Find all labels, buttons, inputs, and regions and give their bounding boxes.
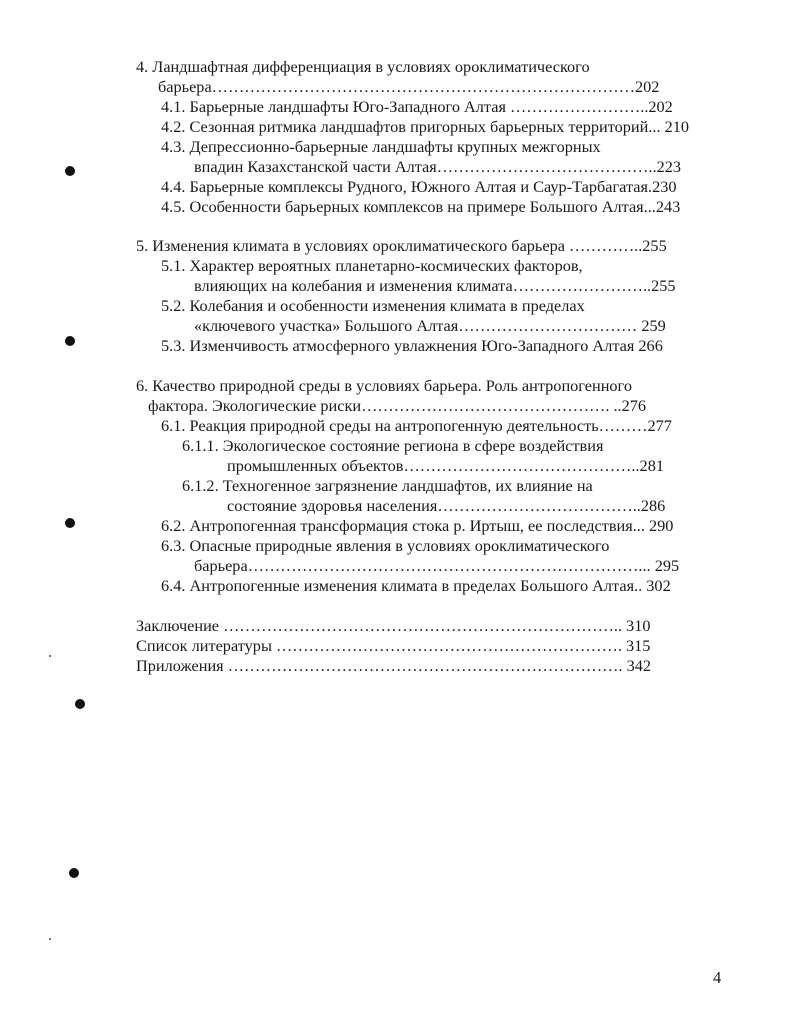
- binder-hole-3: [65, 518, 75, 528]
- toc-line: 6. Качество природной среды в условиях барьера. Роль антропогенного: [136, 376, 632, 395]
- toc-line: барьера………………………………………………………………... 295: [194, 556, 680, 575]
- scan-speck: [49, 655, 51, 657]
- toc-line: 5.2. Колебания и особенности изменения климата в пределах: [161, 296, 585, 315]
- toc-line: 4.3. Депрессионно-барьерные ландшафты крупных межгорных: [161, 137, 601, 156]
- toc-line: Приложения ………………………………………………………………. 342: [136, 656, 652, 675]
- toc-line: фактора. Экологические риски………………………………………. ..276: [148, 396, 647, 415]
- toc-line: 6.3. Опасные природные явления в условиях ороклиматического: [161, 536, 610, 555]
- binder-hole-1: [65, 166, 75, 176]
- toc-line: Заключение ……………………………………………………………….. 310: [136, 616, 651, 635]
- binder-hole-2: [65, 336, 75, 346]
- toc-line: влияющих на колебания и изменения климата……………………..255: [194, 276, 676, 295]
- toc-line: 6.2. Антропогенная трансформация стока р. Иртыш, ее последствия... 290: [161, 516, 674, 535]
- binder-hole-4: [75, 699, 85, 709]
- toc-line: 6.4. Антропогенные изменения климата в пределах Большого Алтая.. 302: [161, 576, 671, 595]
- toc-line: 6.1.1. Экологическое состояние региона в сфере воздействия: [182, 436, 604, 455]
- toc-line: Список литературы ………………………………………………………. 315: [136, 636, 651, 655]
- toc-line: 4.4. Барьерные комплексы Рудного, Южного Алтая и Саур-Тарбагатая.230: [161, 177, 677, 196]
- toc-line: барьера……………………………………………………………………202: [158, 77, 660, 96]
- toc-line: 4. Ландшафтная дифференциация в условиях ороклиматического: [136, 57, 590, 76]
- toc-line: 6.1.2. Техногенное загрязнение ландшафтов, их влияние на: [182, 476, 593, 495]
- toc-line: 4.1. Барьерные ландшафты Юго-Западного Алтая ……………………..202: [161, 97, 673, 116]
- toc-line: состояние здоровья населения………………………………..286: [227, 496, 666, 515]
- toc-line: 5. Изменения климата в условиях ороклиматического барьера …………..255: [136, 236, 667, 255]
- binder-hole-5: [69, 868, 79, 878]
- page-number: 4: [713, 968, 722, 987]
- toc-line: промышленных объектов……………………………………..281: [227, 456, 664, 475]
- toc-line: 4.5. Особенности барьерных комплексов на примере Большого Алтая...243: [161, 197, 681, 216]
- toc-line: 6.1. Реакция природной среды на антропогенную деятельность………277: [161, 416, 672, 435]
- scan-speck: [49, 938, 51, 940]
- toc-line: 5.3. Изменчивость атмосферного увлажнения Юго-Западного Алтая 266: [161, 336, 663, 355]
- toc-line: 4.2. Сезонная ритмика ландшафтов пригорных барьерных территорий... 210: [161, 117, 690, 136]
- toc-line: впадин Казахстанской части Алтая…………………………………..223: [194, 157, 681, 176]
- toc-line: «ключевого участка» Большого Алтая…………………………… 259: [194, 316, 666, 335]
- toc-line: 5.1. Характер вероятных планетарно-космических факторов,: [161, 256, 583, 275]
